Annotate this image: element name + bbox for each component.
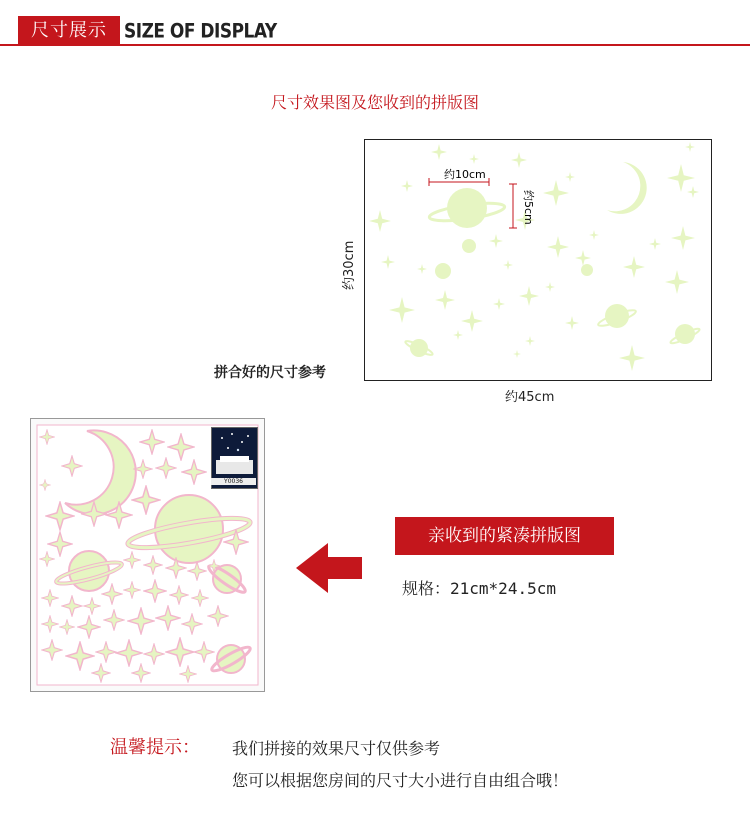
section-title-en: SIZE OF DISPLAY	[124, 20, 277, 43]
moon	[607, 162, 647, 214]
planet-width-label: 约10cm	[444, 168, 486, 181]
stars	[369, 142, 699, 371]
planet-small-2	[404, 339, 434, 357]
spec-value: 21cm*24.5cm	[450, 579, 556, 598]
received-sheet-label: 亲收到的紧凑拼版图	[395, 517, 614, 555]
tip-line-1: 我们拼接的效果尺寸仅供参考	[232, 739, 441, 758]
width-label: 约45cm	[505, 390, 555, 405]
effect-panel	[364, 139, 712, 381]
spec-label: 规格：	[402, 579, 451, 598]
planet-height-label: 约5cm	[522, 190, 535, 225]
left-arrow-icon	[296, 543, 364, 597]
tip-line-2: 您可以根据您房间的尺寸大小进行自由组合哦！	[232, 771, 569, 790]
spec-line	[402, 576, 556, 599]
section-tag: 尺寸展示	[18, 16, 120, 46]
effect-title: 尺寸效果图及您收到的拼版图	[270, 93, 479, 112]
height-label: 约30cm	[342, 240, 357, 290]
planet-large	[428, 188, 505, 228]
header-divider	[0, 44, 750, 46]
planet-small-3	[669, 324, 701, 345]
tip-title: 温馨提示：	[110, 737, 200, 758]
effect-illustration	[365, 140, 711, 380]
size-reference-label: 拼合好的尺寸参考	[214, 365, 326, 381]
planet-small-1	[597, 304, 637, 329]
product-code: Y0036	[211, 478, 256, 485]
